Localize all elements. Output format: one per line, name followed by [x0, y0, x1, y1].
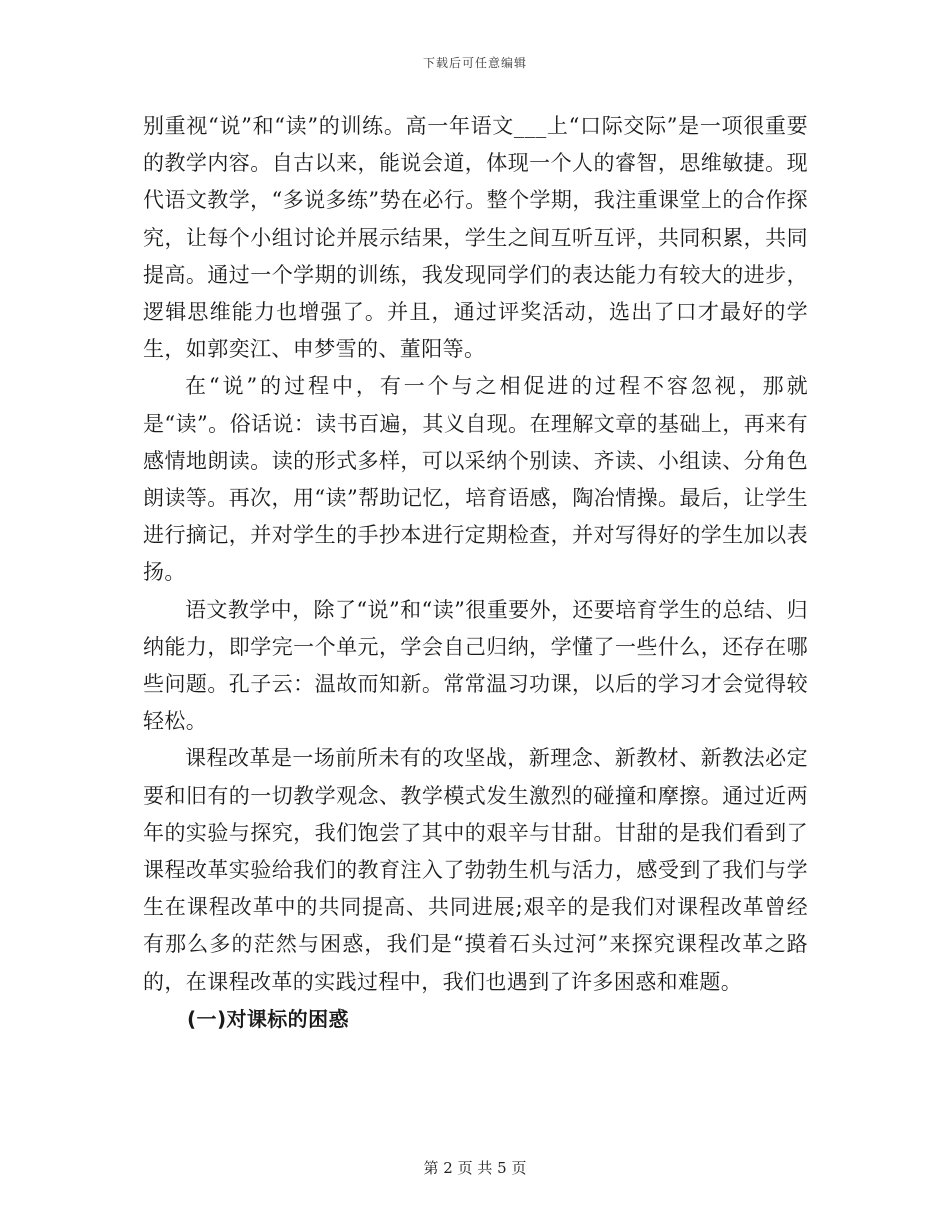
page-header: 下载后可任意编辑 [422, 56, 527, 70]
document-body [143, 108, 808, 1038]
paragraph-continuation: 别重视“说”和“读”的训练。高一年语文___上“口际交际”是一项很重要的教学内容。自古以来，能说会道，体现一个人的睿智，思维敏捷。现代语文教学，“多说多练”势在必行。整个学期，我注重课堂上的合作探究，让每个小组讨论并展示结果，学生之间互听互评，共同积累，共同提高。通过一个学期的训练，我发现同学们的表达能力有较大的进步，逻辑思维能力也增强了。并且，通过评奖活动，选出了口才最好的学生，如郭奕江、申梦雪的、董阳等。 [143, 114, 808, 362]
paragraph-curriculum-reform: 课程改革是一场前所未有的攻坚战，新理念、新教材、新教法必定要和旧有的一切教学观念、教学模式发生激烈的碰撞和摩擦。通过近两年的实验与探究，我们饱尝了其中的艰辛与甘甜。甘甜的是我们看到了课程改革实验给我们的教育注入了勃勃生机与活力，感受到了我们与学生在课程改革中的共同提高、共同进展;艰辛的是我们对课程改革曾经有那么多的茫然与困惑，我们是“摸着石头过河”来探究课程改革之路的，在课程改革的实践过程中，我们也遇到了许多困惑和难题。 [143, 746, 808, 994]
paragraph-summarizing: 语文教学中，除了“说”和“读”很重要外，还要培育学生的总结、归纳能力，即学完一个单元，学会自己归纳，学懂了一些什么，还存在哪些问题。孔子云：温故而知新。常常温习功课，以后的学习才会觉得较轻松。 [143, 597, 808, 734]
paragraph-reading: 在“说”的过程中，有一个与之相促进的过程不容忽视，那就是“读”。俗话说：读书百遍，其义自现。在理解文章的基础上，再来有感情地朗读。读的形式多样，可以采纳个别读、齐读、小组读、分角色朗读等。再次，用“读”帮助记忆，培育语感，陶冶情操。最后，让学生进行摘记，并对学生的手抄本进行定期检查，并对写得好的学生加以表扬。 [143, 374, 808, 585]
section-heading: (一)对课标的困惑 [187, 1006, 349, 1031]
page-footer: 第 2 页 共 5 页 [423, 1159, 527, 1177]
